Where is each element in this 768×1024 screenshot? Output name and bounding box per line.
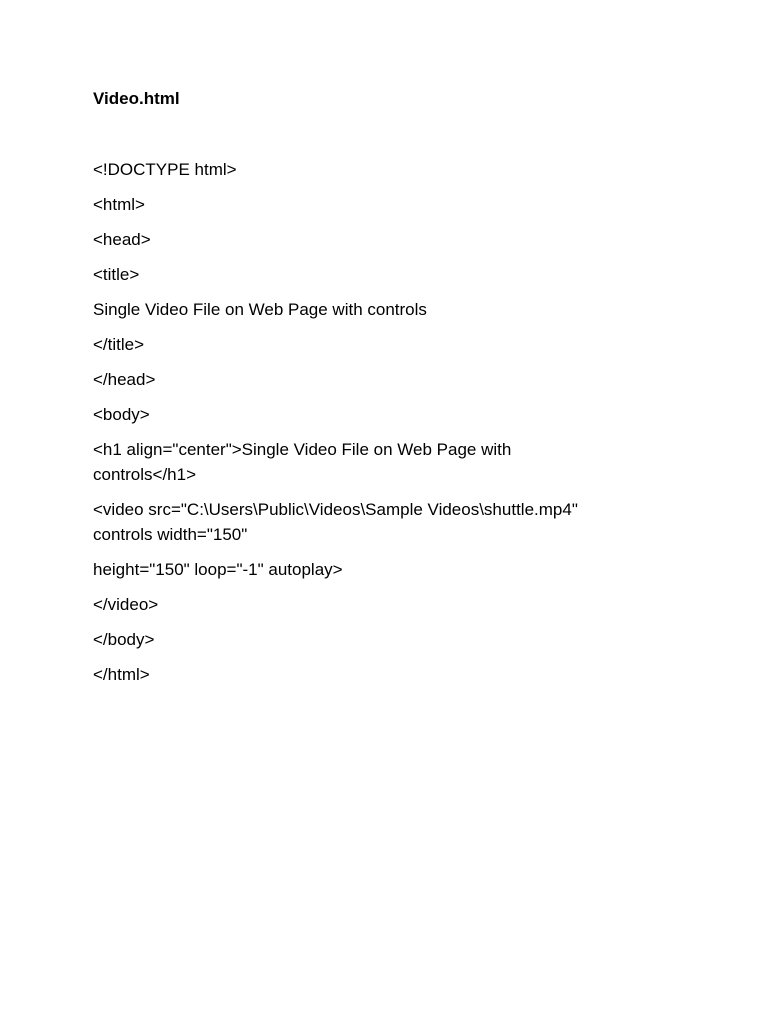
code-line-head-open: <head> xyxy=(93,230,151,249)
code-line-title-close: </title> xyxy=(93,335,145,354)
code-line-title-open: <title> xyxy=(93,265,140,284)
code-line-video-open: <video src="C:\Users\Public\Videos\Sample Videos\shuttle.mp4" controls width="150" xyxy=(93,500,578,544)
code-line-html-close: </html> xyxy=(93,665,150,684)
code-line-head-close: </head> xyxy=(93,370,156,389)
document-title: Video.html xyxy=(93,89,180,108)
code-line-h1: <h1 align="center">Single Video File on Web Page with controls</h1> xyxy=(93,440,512,484)
code-line-body-open: <body> xyxy=(93,405,150,424)
code-line-body-close: </body> xyxy=(93,630,155,649)
code-listing xyxy=(93,157,673,697)
code-line-title-text: Single Video File on Web Page with controls xyxy=(93,300,427,319)
code-line-doctype: <!DOCTYPE html> xyxy=(93,160,237,179)
code-line-html-open: <html> xyxy=(93,195,145,214)
code-line-video-close: </video> xyxy=(93,595,159,614)
code-line-video-attrs: height="150" loop="-1" autoplay> xyxy=(93,560,343,579)
